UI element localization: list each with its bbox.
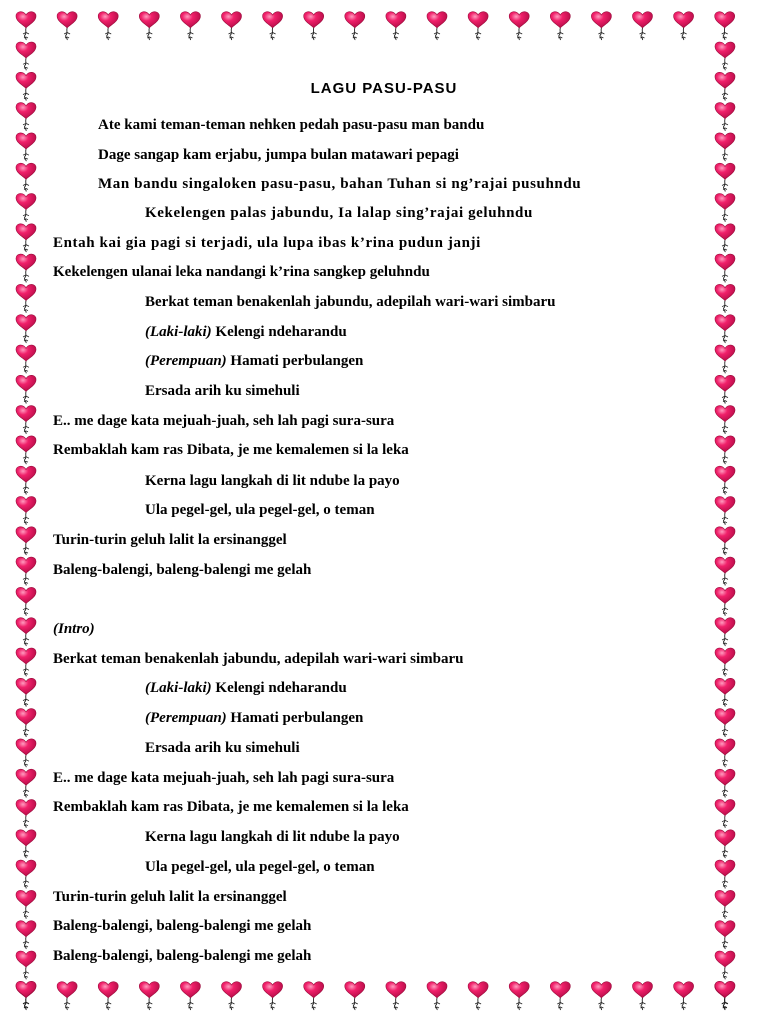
heart-balloon-icon bbox=[16, 436, 36, 464]
heart-balloon-icon bbox=[715, 587, 735, 615]
lyric-line: Berkat teman benakenlah jabundu, adepilah wari-wari simbaru bbox=[53, 651, 464, 667]
singer-label: (Perempuan) bbox=[145, 710, 227, 726]
lyric-line: Man bandu singaloken pasu-pasu, bahan Tuhan si ng’rajai pusuhndu bbox=[98, 176, 582, 192]
heart-balloon-icon bbox=[591, 982, 611, 1010]
heart-balloon-icon bbox=[386, 982, 406, 1010]
heart-balloon-icon bbox=[715, 527, 735, 555]
heart-balloon-icon bbox=[715, 345, 735, 373]
heart-balloon-icon bbox=[715, 678, 735, 706]
lyric-line: Baleng-balengi, baleng-balengi me gelah bbox=[53, 562, 312, 578]
heart-balloon-icon bbox=[16, 982, 36, 1010]
heart-balloon-icon bbox=[715, 739, 735, 767]
heart-balloon-icon bbox=[715, 12, 735, 40]
heart-balloon-icon bbox=[715, 860, 735, 888]
lyric-line: Dage sangap kam erjabu, jumpa bulan matawari pepagi bbox=[98, 147, 459, 163]
heart-balloon-icon bbox=[715, 163, 735, 191]
heart-balloon-icon bbox=[427, 12, 447, 40]
heart-balloon-icon bbox=[98, 982, 118, 1010]
lyric-line: Ula pegel-gel, ula pegel-gel, o teman bbox=[145, 859, 375, 875]
heart-balloon-icon bbox=[16, 951, 36, 979]
heart-balloon-icon bbox=[715, 436, 735, 464]
heart-balloon-icon bbox=[633, 12, 653, 40]
heart-balloon-icon bbox=[715, 497, 735, 525]
heart-balloon-icon bbox=[16, 890, 36, 918]
heart-balloon-icon bbox=[591, 12, 611, 40]
heart-balloon-icon bbox=[674, 982, 694, 1010]
heart-balloon-icon bbox=[16, 254, 36, 282]
lyric-line: Baleng-balengi, baleng-balengi me gelah bbox=[53, 918, 312, 934]
heart-balloon-icon bbox=[715, 830, 735, 858]
lyric-line: Rembaklah kam ras Dibata, je me kemalemen si la leka bbox=[53, 442, 409, 458]
heart-balloon-icon bbox=[715, 224, 735, 252]
heart-balloon-icon bbox=[16, 163, 36, 191]
heart-balloon-icon bbox=[16, 981, 36, 1009]
lyric-line: Kerna lagu langkah di lit ndube la payo bbox=[145, 473, 400, 489]
heart-balloon-icon bbox=[16, 800, 36, 828]
heart-balloon-icon bbox=[16, 527, 36, 555]
heart-balloon-icon bbox=[715, 254, 735, 282]
heart-balloon-icon bbox=[16, 739, 36, 767]
heart-balloon-icon bbox=[715, 406, 735, 434]
lyric-line: E.. me dage kata mejuah-juah, seh lah pagi sura-sura bbox=[53, 413, 395, 429]
heart-balloon-icon bbox=[715, 982, 735, 1010]
heart-balloon-icon bbox=[139, 12, 159, 40]
singer-label: (Laki-laki) bbox=[145, 324, 212, 340]
heart-balloon-icon bbox=[139, 982, 159, 1010]
lyric-line: Kekelengen ulanai leka nandangi k’rina sangkep geluhndu bbox=[53, 264, 430, 280]
heart-balloon-icon bbox=[715, 769, 735, 797]
heart-balloon-icon bbox=[16, 769, 36, 797]
heart-balloon-icon bbox=[98, 12, 118, 40]
heart-balloon-icon bbox=[345, 982, 365, 1010]
heart-balloon-icon bbox=[715, 315, 735, 343]
lyric-line: Kerna lagu langkah di lit ndube la payo bbox=[145, 829, 400, 845]
singer-label: (Laki-laki) bbox=[145, 680, 212, 696]
heart-balloon-icon bbox=[16, 709, 36, 737]
heart-balloon-icon bbox=[263, 982, 283, 1010]
heart-balloon-icon bbox=[16, 466, 36, 494]
lyric-line: (Laki-laki) Kelengi ndeharandu bbox=[145, 324, 347, 340]
heart-balloon-icon bbox=[715, 133, 735, 161]
lyric-line: Ula pegel-gel, ula pegel-gel, o teman bbox=[145, 502, 375, 518]
heart-balloon-icon bbox=[715, 800, 735, 828]
heart-balloon-icon bbox=[57, 982, 77, 1010]
heart-balloon-icon bbox=[263, 12, 283, 40]
lyric-line: Ersada arih ku simehuli bbox=[145, 383, 300, 399]
lyric-line: Berkat teman benakenlah jabundu, adepilah wari-wari simbaru bbox=[145, 294, 556, 310]
heart-balloon-icon bbox=[550, 12, 570, 40]
heart-balloon-icon bbox=[16, 194, 36, 222]
lyric-line: Turin-turin geluh lalit la ersinanggel bbox=[53, 532, 287, 548]
heart-balloon-icon bbox=[16, 557, 36, 585]
heart-balloon-icon bbox=[16, 678, 36, 706]
heart-balloon-icon bbox=[715, 375, 735, 403]
lyric-line: E.. me dage kata mejuah-juah, seh lah pagi sura-sura bbox=[53, 770, 395, 786]
heart-balloon-icon bbox=[715, 557, 735, 585]
heart-balloon-icon bbox=[674, 12, 694, 40]
lyric-line: Rembaklah kam ras Dibata, je me kemalemen si la leka bbox=[53, 799, 409, 815]
heart-balloon-icon bbox=[468, 982, 488, 1010]
heart-balloon-icon bbox=[715, 648, 735, 676]
heart-balloon-icon bbox=[16, 224, 36, 252]
lyric-line: Baleng-balengi, baleng-balengi me gelah bbox=[53, 948, 312, 964]
heart-balloon-icon bbox=[715, 466, 735, 494]
heart-balloon-icon bbox=[715, 103, 735, 131]
heart-balloon-icon bbox=[345, 12, 365, 40]
heart-balloon-icon bbox=[633, 982, 653, 1010]
heart-balloon-icon bbox=[16, 42, 36, 70]
heart-balloon-icon bbox=[468, 12, 488, 40]
heart-balloon-icon bbox=[16, 315, 36, 343]
heart-balloon-icon bbox=[427, 982, 447, 1010]
lyric-line: Entah kai gia pagi si terjadi, ula lupa ibas k’rina pudun janji bbox=[53, 235, 481, 251]
heart-balloon-icon bbox=[509, 982, 529, 1010]
heart-balloon-icon bbox=[16, 497, 36, 525]
heart-balloon-icon bbox=[715, 618, 735, 646]
lyric-line: Turin-turin geluh lalit la ersinanggel bbox=[53, 889, 287, 905]
heart-balloon-icon bbox=[16, 406, 36, 434]
section-label: (Intro) bbox=[53, 621, 95, 637]
heart-balloon-icon bbox=[715, 709, 735, 737]
heart-balloon-icon bbox=[509, 12, 529, 40]
lyric-line: Kekelengen palas jabundu, Ia lalap sing’rajai geluhndu bbox=[145, 205, 533, 221]
heart-balloon-icon bbox=[715, 284, 735, 312]
heart-balloon-icon bbox=[57, 12, 77, 40]
singer-label: (Perempuan) bbox=[145, 353, 227, 369]
heart-balloon-icon bbox=[16, 587, 36, 615]
heart-balloon-icon bbox=[715, 42, 735, 70]
lyric-line: (Laki-laki) Kelengi ndeharandu bbox=[145, 680, 347, 696]
lyric-line: Ersada arih ku simehuli bbox=[145, 740, 300, 756]
heart-balloon-icon bbox=[550, 982, 570, 1010]
heart-balloon-icon bbox=[715, 921, 735, 949]
lyric-line: (Perempuan) Hamati perbulangen bbox=[145, 710, 364, 726]
song-title: LAGU PASU-PASU bbox=[310, 80, 458, 97]
heart-balloon-icon bbox=[222, 982, 242, 1010]
heart-balloon-icon bbox=[304, 12, 324, 40]
heart-balloon-icon bbox=[16, 133, 36, 161]
lyric-line: Ate kami teman-teman nehken pedah pasu-pasu man bandu bbox=[98, 117, 485, 133]
heart-balloon-icon bbox=[304, 982, 324, 1010]
heart-balloon-icon bbox=[715, 194, 735, 222]
heart-balloon-icon bbox=[386, 12, 406, 40]
heart-balloon-icon bbox=[16, 648, 36, 676]
heart-balloon-icon bbox=[16, 375, 36, 403]
heart-balloon-icon bbox=[16, 618, 36, 646]
heart-balloon-icon bbox=[16, 345, 36, 373]
heart-balloon-icon bbox=[715, 981, 735, 1009]
heart-balloon-icon bbox=[16, 921, 36, 949]
heart-balloon-icon bbox=[16, 12, 36, 40]
heart-balloon-icon bbox=[16, 860, 36, 888]
heart-balloon-icon bbox=[16, 284, 36, 312]
heart-balloon-icon bbox=[16, 103, 36, 131]
heart-balloon-icon bbox=[222, 12, 242, 40]
lyric-line: (Perempuan) Hamati perbulangen bbox=[145, 353, 364, 369]
heart-balloon-icon bbox=[16, 830, 36, 858]
heart-balloon-icon bbox=[715, 890, 735, 918]
heart-balloon-icon bbox=[180, 982, 200, 1010]
heart-balloon-icon bbox=[180, 12, 200, 40]
heart-balloon-icon bbox=[715, 951, 735, 979]
